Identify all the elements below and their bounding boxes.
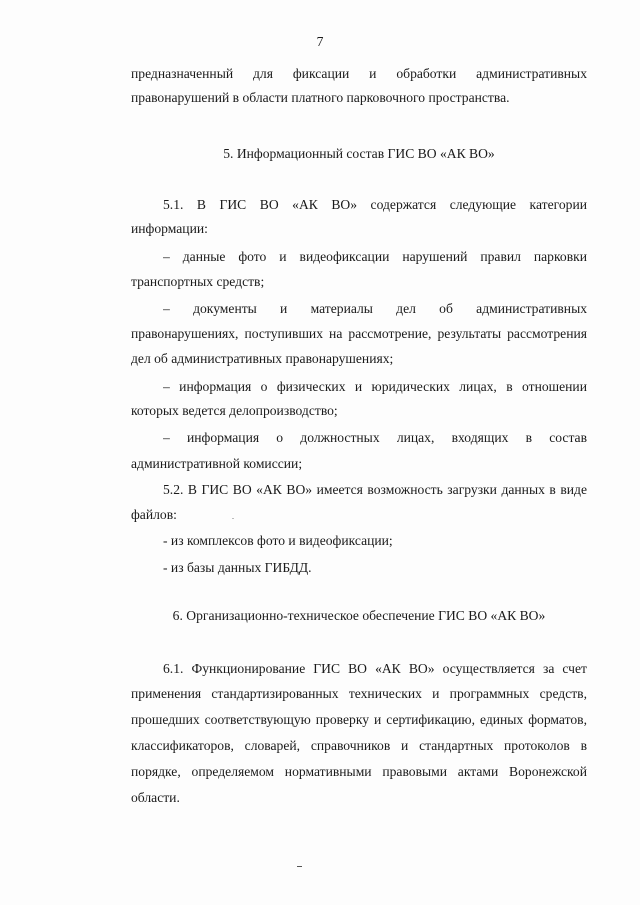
paragraph-6-1-line-6: области. [131, 790, 180, 805]
intro-line-2: правонарушений в области платного парковочного пространства. [131, 90, 510, 105]
list-item-2-line-2: правонарушениях, поступивших на рассмотрение, результаты рассмотрения [131, 326, 587, 341]
list-item-4-line-2: административной комиссии; [131, 456, 303, 471]
list-item-2-line-3: дел об административных правонарушениях; [131, 351, 394, 366]
paragraph-6-1-line-3: прошедших соответствующую проверку и сертификацию, единых форматов, [131, 712, 587, 727]
list-item-2-line-1: – документы и материалы дел об административных [163, 301, 587, 316]
paragraph-5-2-line-1: 5.2. В ГИС ВО «АК ВО» имеется возможность загрузки данных в виде [163, 482, 587, 497]
page-number: 7 [316, 34, 324, 49]
list-item-1-line-2: транспортных средств; [131, 274, 265, 289]
scan-speck [232, 518, 234, 519]
paragraph-6-1-line-4: классификаторов, словарей, справочников и стандартных протоколов в [131, 738, 587, 753]
scan-speck [297, 866, 302, 867]
paragraph-5-2-item-1: - из комплексов фото и видеофиксации; [163, 533, 393, 548]
list-item-1-line-1: – данные фото и видеофиксации нарушений правил парковки [163, 249, 587, 264]
paragraph-5-1-line-2: информации: [131, 221, 208, 236]
intro-line-1: предназначенный для фиксации и обработки административных [131, 66, 587, 81]
paragraph-5-1-line-1: 5.1. В ГИС ВО «АК ВО» содержатся следующие категории [163, 197, 587, 212]
paragraph-6-1-line-5: порядке, определяемом нормативными правовыми актами Воронежской [131, 764, 587, 779]
list-item-3-line-2: которых ведется делопроизводство; [131, 403, 338, 418]
paragraph-5-2-item-2: - из базы данных ГИБДД. [163, 560, 312, 575]
section-5-heading: 5. Информационный состав ГИС ВО «АК ВО» [223, 146, 495, 161]
paragraph-6-1-line-1: 6.1. Функционирование ГИС ВО «АК ВО» осуществляется за счет [163, 661, 587, 676]
list-item-4-line-1: – информация о должностных лицах, входящих в состав [163, 430, 587, 445]
paragraph-6-1-line-2: применения стандартизированных технических и программных средств, [131, 686, 587, 701]
list-item-3-line-1: – информация о физических и юридических лицах, в отношении [163, 379, 587, 394]
section-6-heading: 6. Организационно-техническое обеспечение ГИС ВО «АК ВО» [172, 608, 546, 623]
paragraph-5-2-line-2: файлов: [131, 507, 177, 522]
